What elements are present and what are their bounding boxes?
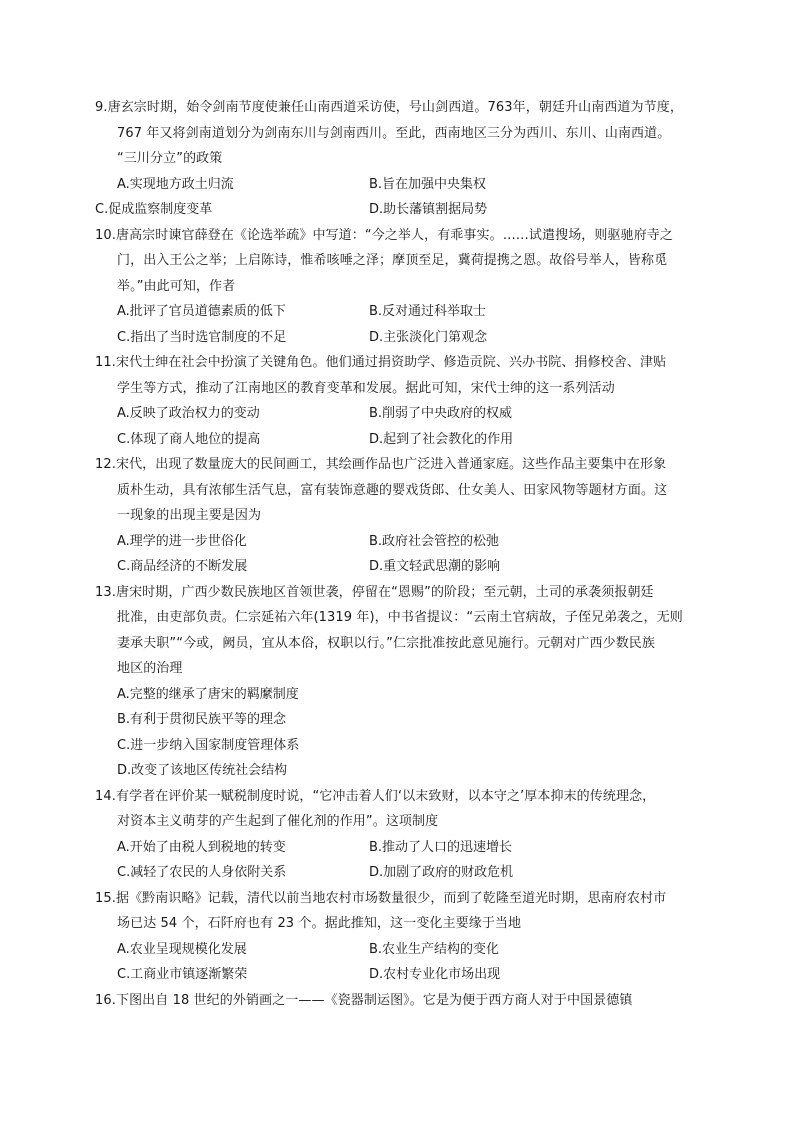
option-b: B.推动了人口的迅速增长 [369,840,513,855]
option-b: B.政府社会管控的松弛 [369,534,500,549]
question-stem-line: 门，出入王公之举；上启陈诗，惟希咳唾之泽；摩顶至足，冀荷提携之恩。故俗号举人，皆称觅 [117,253,668,268]
question-stem-line: 10.唐高宗时谏官薛登在《论选举疏》中写道：“今之举人，有乖事实。……试遣搜场，则驱驰府寺之 [95,228,674,243]
option-b: B.旨在加强中央集权 [369,177,487,192]
question-stem-line: 质朴生动，具有浓郁生活气息，富有装饰意趣的婴戏货郎、仕女美人、田家风物等题材方面。这 [117,483,668,498]
option-a: A.完整的继承了唐宋的羁縻制度 [117,687,299,702]
option-c: C.减轻了农民的人身依附关系 [117,865,287,880]
question-stem-line: 学生等方式，推动了江南地区的教育变革和发展。据此可知，宋代士绅的这一系列活动 [117,381,615,396]
option-d: D.加剧了政府的财政危机 [369,865,514,880]
question-stem-line: 15.据《黔南识略》记载，清代以前当地农村市场数量很少，而到了乾隆至道光时期，思南府农村市 [95,891,667,906]
option-a: A.批评了官员道德素质的低下 [117,304,286,319]
question-stem-line: 一现象的出现主要是因为 [117,508,262,523]
option-d: D.起到了社会教化的作用 [369,432,514,447]
option-b: B.有利于贯彻民族平等的理念 [117,712,287,727]
option-b: B.农业生产结构的变化 [369,942,500,957]
option-b: B.削弱了中央政府的权威 [369,406,513,421]
question-stem-line: 14.有学者在评价某一赋税制度时说，“它冲击着人们‘以末致财，以本守之’厚本抑末的传统理念， [95,789,656,804]
option-d: D.农村专业化市场出现 [369,967,501,982]
option-b: B.反对通过科举取士 [369,304,487,319]
question-stem-line: 12.宋代，出现了数量庞大的民间画工，其绘画作品也广泛进入普通家庭。这些作品主要集中在形象 [95,457,667,472]
option-c: C.指出了当时选官制度的不足 [117,330,287,345]
option-a: A.反映了政治权力的变动 [117,406,260,421]
question-stem-line: 767 年又将剑南道划分为剑南东川与剑南西川。至此，西南地区三分为西川、东川、山南西道。 [117,126,671,141]
option-d: D.改变了该地区传统社会结构 [117,763,288,778]
question-stem-line: 11.宋代士绅在社会中扮演了关键角色。他们通过捐资助学、修造贡院、兴办书院、捐修校舍、津贴 [95,355,667,370]
question-stem-line: 16.下图出自 18 世纪的外销画之一——《瓷器制运图》。它是为便于西方商人对于中国景德镇 [95,993,633,1008]
option-a: A.实现地方政土归流 [117,177,234,192]
question-stem-line: 地区的治理 [117,661,183,676]
question-stem-line: 场已达 54 个，石阡府也有 23 个。据此推知，这一变化主要缘于当地 [117,916,522,931]
question-stem-line: 13.唐宋时期，广西少数民族地区首领世袭，停留在“恩赐”的阶段；至元朝，土司的承袭须报朝廷 [95,585,654,600]
option-c: C.商品经济的不断发展 [117,559,248,574]
option-c: C.进一步纳入国家制度管理体系 [117,738,300,753]
question-stem-line: “三川分立”的政策 [117,151,223,166]
question-stem-line: 举。”由此可知，作者 [117,279,236,294]
question-stem-line: 批准，由吏部负责。仁宗延祐六年(1319 年)，中书省提议：“云南土官病故，子侄兄弟袭之，无则 [117,610,683,625]
question-stem-line: 对资本主义萌芽的产生起到了催化剂的作用”。这项制度 [117,814,439,829]
question-stem-line: 妻承夫职”“今或，阙员，宜从本俗，权职以行。”仁宗批准按此意见施行。元朝对广西少数民族 [117,636,656,651]
option-a: A.理学的进一步世俗化 [117,534,247,549]
option-d: D.主张淡化门第观念 [369,330,488,345]
option-d: D.助长藩镇割据局势 [369,202,488,217]
option-a: A.开始了由税人到税地的转变 [117,840,286,855]
option-c: C.工商业市镇逐渐繁荣 [117,967,248,982]
option-c: C.促成监察制度变革 [95,202,213,217]
option-a: A.农业呈现规模化发展 [117,942,247,957]
question-stem-line: 9.唐玄宗时期，始令剑南节度使兼任山南西道采访使，号山剑西道。763年，朝廷升山南西道为节度， [95,100,683,115]
option-c: C.体现了商人地位的提高 [117,432,261,447]
option-d: D.重文轻武思潮的影响 [369,559,501,574]
